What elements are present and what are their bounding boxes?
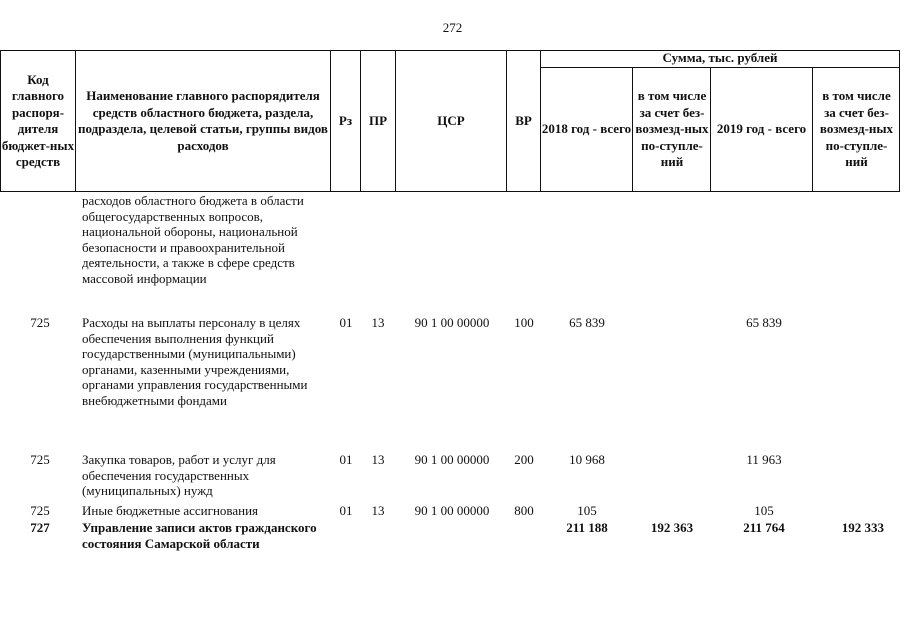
row-2018-total: 105 — [577, 503, 597, 518]
row-2019-total: 11 963 — [746, 452, 782, 467]
header-sum: Сумма, тыс. рублей — [662, 50, 778, 66]
row-vr: 800 — [514, 503, 534, 518]
row-name: Закупка товаров, работ и услуг для обеспечения государственных (муниципальных) нужд — [82, 452, 276, 498]
header-code: Код главного распоря-дителя бюджет-ных средств — [1, 71, 75, 169]
header-2018-incl: в том числе за счет без-возмезд-ных по-ступле-ний — [635, 88, 709, 170]
row-2018-total: 65 839 — [569, 315, 605, 330]
row-2019-total: 65 839 — [746, 315, 782, 330]
row-name: Иные бюджетные ассигнования — [82, 503, 259, 518]
page-number: 272 — [442, 20, 463, 35]
header-pr: ПР — [368, 112, 388, 128]
table-header — [0, 50, 900, 192]
row-code: 725 — [30, 452, 50, 467]
row-code: 725 — [30, 503, 50, 518]
row-2019-total: 211 764 — [743, 520, 785, 535]
row-vr: 100 — [514, 315, 534, 330]
col-border — [899, 50, 900, 192]
row-2018-incl: 192 363 — [650, 520, 694, 535]
row-rz: 01 — [339, 503, 353, 518]
row-code: 727 — [30, 520, 50, 535]
row-rz: 01 — [339, 315, 353, 330]
header-2018-total: 2018 год - всего — [541, 121, 632, 137]
header-name: Наименование главного распорядителя средств областного бюджета, раздела, подраздела, целевой статьи, группы видов расходов — [78, 88, 328, 153]
row-csr: 90 1 00 00000 — [414, 452, 490, 467]
row-csr: 90 1 00 00000 — [414, 315, 490, 330]
header-rz: Рз — [338, 112, 353, 128]
row-vr: 200 — [514, 452, 534, 467]
col-border — [632, 67, 633, 192]
row-rz: 01 — [339, 452, 353, 467]
header-csr: ЦСР — [437, 112, 465, 128]
continued-text: расходов областного бюджета в области общегосударственных вопросов, национальной обороны, национальной безопасности и правоохранительной деятельности, а также в сфере средств массовой информации — [82, 193, 304, 286]
row-name: Управление записи актов гражданского состояния Самарской области — [82, 520, 317, 551]
row-2019-total: 105 — [754, 503, 774, 518]
row-2018-total: 10 968 — [569, 452, 605, 467]
header-2019-incl: в том числе за счет без-возмезд-ных по-ступле-ний — [819, 88, 894, 170]
row-code: 725 — [30, 315, 50, 330]
row-name: Расходы на выплаты персоналу в целях обеспечения выполнения функций государственными (муниципальными) органами, казенными учреждениями, органами управления государственными внебюджетными фондами — [82, 315, 308, 408]
row-2019-incl: 192 333 — [841, 520, 884, 535]
col-border — [812, 67, 813, 192]
row-csr: 90 1 00 00000 — [414, 503, 490, 518]
row-pr: 13 — [371, 452, 385, 467]
header-vr: ВР — [515, 112, 532, 128]
row-pr: 13 — [371, 503, 385, 518]
row-2018-total: 211 188 — [566, 520, 608, 535]
header-bottom-border — [0, 191, 900, 192]
row-pr: 13 — [371, 315, 385, 330]
col-border — [75, 50, 76, 192]
header-2019-total: 2019 год - всего — [716, 121, 807, 137]
